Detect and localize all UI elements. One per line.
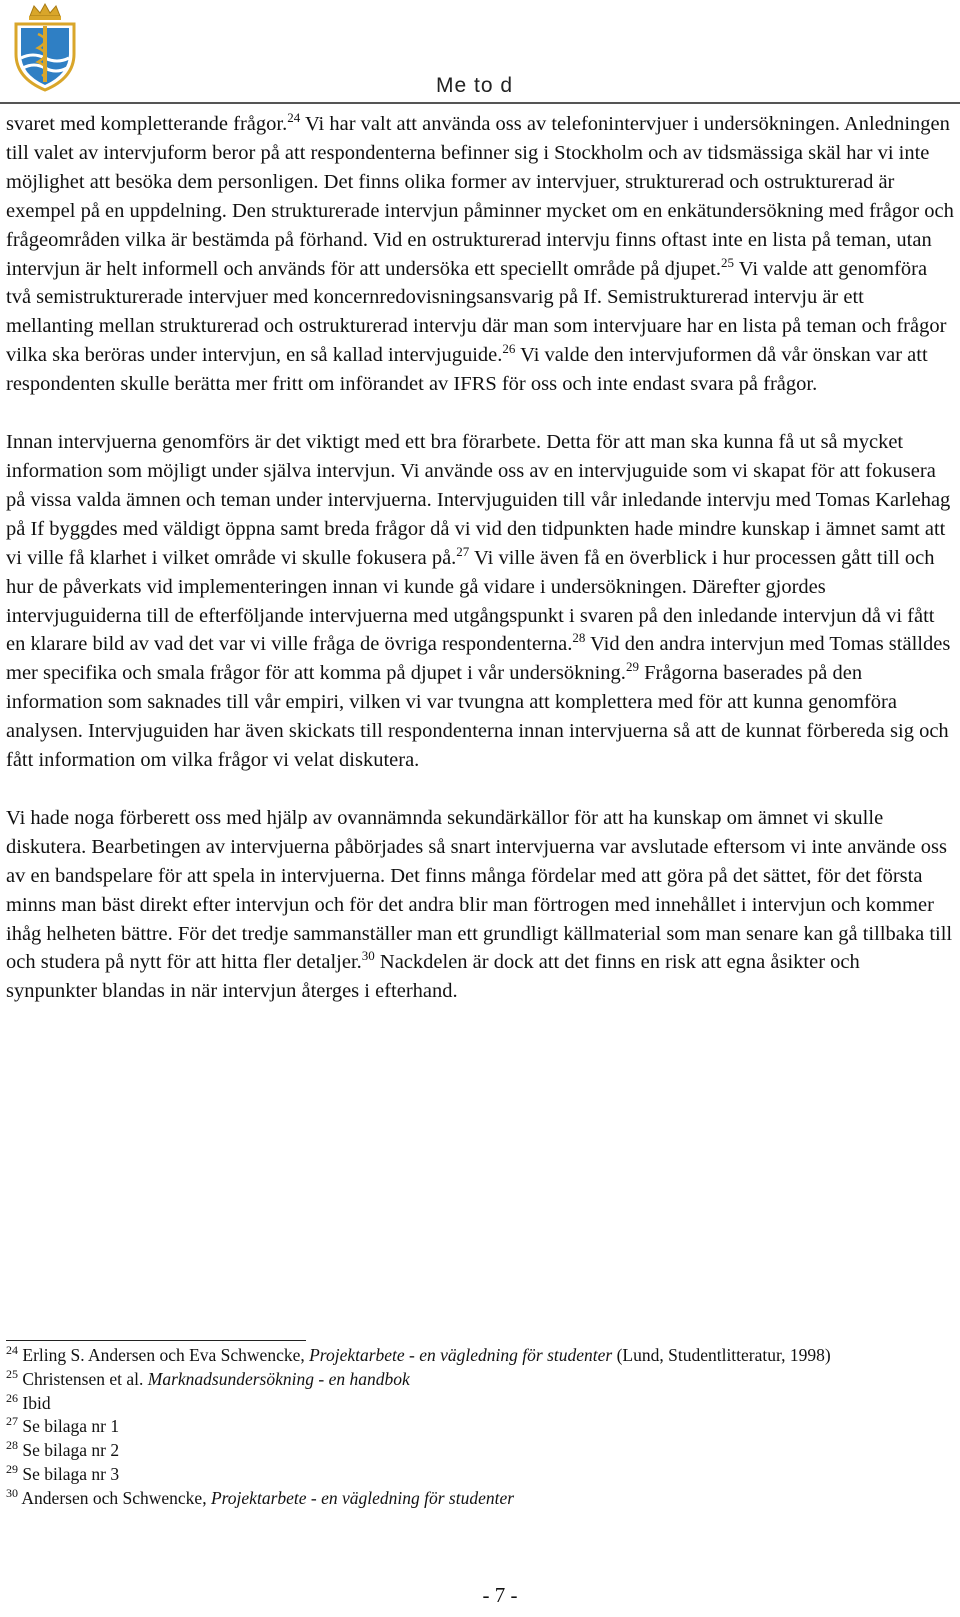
- text-run: Se bilaga nr 3: [22, 1463, 120, 1484]
- text-run: Vi hade noga förberett oss med hjälp av ovannämnda sekundärkällor för att ha kunskap om ämnet vi skulle diskutera. Bearbetingen av intervjuerna påbörjades så snart intervjuerna var avslutade eftersom vi inte använde oss av en bandspelare för att spela in intervjuerna. Det finns många fördelar med att göra på det sättet, för det första minns man bäst direkt efter intervjun och för det andra blir man förtrogen med innehållet i intervjun och kommer ihåg helheten bättre. För det tredje sammanställer man ett grundligt källmaterial som man senare kan gå tillbaka till och studera på nytt för att hitta fler detaljer.: [6, 806, 953, 974]
- footnote: [6, 1392, 954, 1416]
- text-run: Vi ville även få en överblick i hur processen gått till och hur de påverkats vid implementeringen innan vi kunde gå vidare i undersökningen. Därefter gjordes intervjuguiderna till de efterföljande intervjuerna med utgångspunkt i svaren på den inledande intervjun då vi fått en klarare bild av vad det var vi ville fråga de övriga respondenterna.: [6, 546, 935, 656]
- footnote-separator: [6, 1340, 306, 1341]
- paragraph: [6, 110, 954, 399]
- italic-title: Projektarbete - en vägledning för studenter: [309, 1345, 613, 1365]
- italic-title: Marknadsundersökning - en handbok: [147, 1368, 410, 1389]
- text-run: (Lund, Studentlitteratur, 1998): [612, 1345, 831, 1365]
- footnote-number: 24: [6, 1343, 18, 1357]
- footnote: [6, 1344, 954, 1368]
- footnote-reference: 26: [502, 341, 516, 357]
- text-run: Innan intervjuerna genomförs är det viktigt med ett bra förarbete. Detta för att man ska kunna få ut så mycket information som möjligt under själva intervjun. Vi använde oss av en intervjuguide som vi skapat för att fokusera på vissa valda ämnen och teman under intervjuerna. Intervjuguiden till vår inledande intervju med Tomas Karlehag på If byggdes med väldigt öppna samt breda frågor då vi vid den tidpunkten hade mindre kunskap i ämnet samt att vi ville få klarhet i vilket område vi skulle fokusera på.: [6, 431, 951, 569]
- text-run: Vi har valt att använda oss av telefonintervjuer i undersökningen. Anledningen till valet av intervjuform beror på att respondenterna befinner sig i Stockholm och av tidsmässiga skäl har vi inte möjlighet att besöka dem personligen. Det finns olika former av intervjuer, strukturerad och ostrukturerad är exempel på en uppdelning. Den strukturerade intervjun påminner mycket om en enkätundersökning med frågor och frågeområden vilka är bestämda på förhand. Vid en ostrukturerad intervju finns oftast inte en lista på teman, utan intervjun är helt informell och används för att undersöka ett speciellt område på djupet.: [6, 113, 954, 280]
- text-run: svaret med kompletterande frågor.: [6, 113, 288, 135]
- text-run: Vid den andra intervjun med Tomas ställdes mer specifika och smala frågor för att komma på djupet i vår undersökning.: [6, 633, 951, 685]
- text-run: Frågorna baserades på den information som saknades till vår empiri, vilken vi var tvungna att komplettera med för att kunna genomföra analysen. Intervjuguiden har även skickats till respondenterna innan intervjuerna så att de kunnat förbereda sig och fått information om vilka frågor vi velat diskutera.: [6, 662, 949, 772]
- text-run: Se bilaga nr 2: [22, 1440, 120, 1461]
- page-number: [0, 1583, 960, 1608]
- section-title: Me to d: [436, 74, 514, 97]
- text-run: Ibid: [22, 1392, 51, 1413]
- footnote-number: 27: [6, 1414, 18, 1429]
- footnote-reference: 28: [572, 630, 586, 646]
- footnote-number: 30: [6, 1485, 18, 1500]
- footnote-reference: 25: [721, 254, 734, 270]
- text-run: Erling S. Andersen och Eva Schwencke,: [22, 1345, 310, 1365]
- text-run: Christensen et al.: [22, 1368, 148, 1389]
- text-run: Se bilaga nr 1: [22, 1416, 120, 1437]
- footnote-reference: 24: [287, 110, 301, 125]
- footnote-reference: 29: [625, 659, 639, 675]
- paragraph: [6, 428, 954, 775]
- footnote: [6, 1439, 954, 1463]
- footnote-number: 28: [6, 1438, 18, 1453]
- text-run: Nackdelen är dock att det finns en risk att egna åsikter och synpunkter blandas in när intervjun återges i efterhand.: [6, 951, 860, 1003]
- text-run: Vi valde att genomföra två semistrukturerade intervjuer med koncernredovisningsansvarig på If. Semistrukturerad intervju är ett mellanting mellan strukturerad och ostrukturerad intervju där man som intervjuare har en lista på teman och frågor vilka ska beröras under intervjun, en så kallad intervjuguide.: [6, 257, 947, 367]
- footnote-number: 29: [6, 1461, 18, 1476]
- footnote: [6, 1415, 954, 1439]
- footnote: [6, 1368, 954, 1392]
- footnotes: [6, 1344, 954, 1511]
- footnote-number: 26: [6, 1390, 18, 1405]
- footnote-reference: 30: [361, 948, 375, 964]
- italic-title: Projektarbete - en vägledning för studenter: [210, 1487, 515, 1508]
- paragraph: [6, 804, 954, 1006]
- page-header: [0, 0, 960, 108]
- university-seal-icon: [4, 2, 86, 92]
- body-text: [6, 110, 954, 1035]
- footnote: [6, 1487, 954, 1511]
- footnote-reference: 27: [456, 543, 470, 559]
- footnote: [6, 1463, 954, 1487]
- footnote-number: 25: [6, 1366, 18, 1381]
- text-run: Vi valde den intervjuformen då vår önskan var att respondenten skulle berätta mer fritt om införandet av IFRS för oss och inte endast svara på frågor.: [6, 344, 928, 396]
- text-run: Andersen och Schwencke,: [21, 1487, 211, 1508]
- header-rule: [0, 102, 960, 104]
- page-number-text: - 7 -: [482, 1583, 518, 1607]
